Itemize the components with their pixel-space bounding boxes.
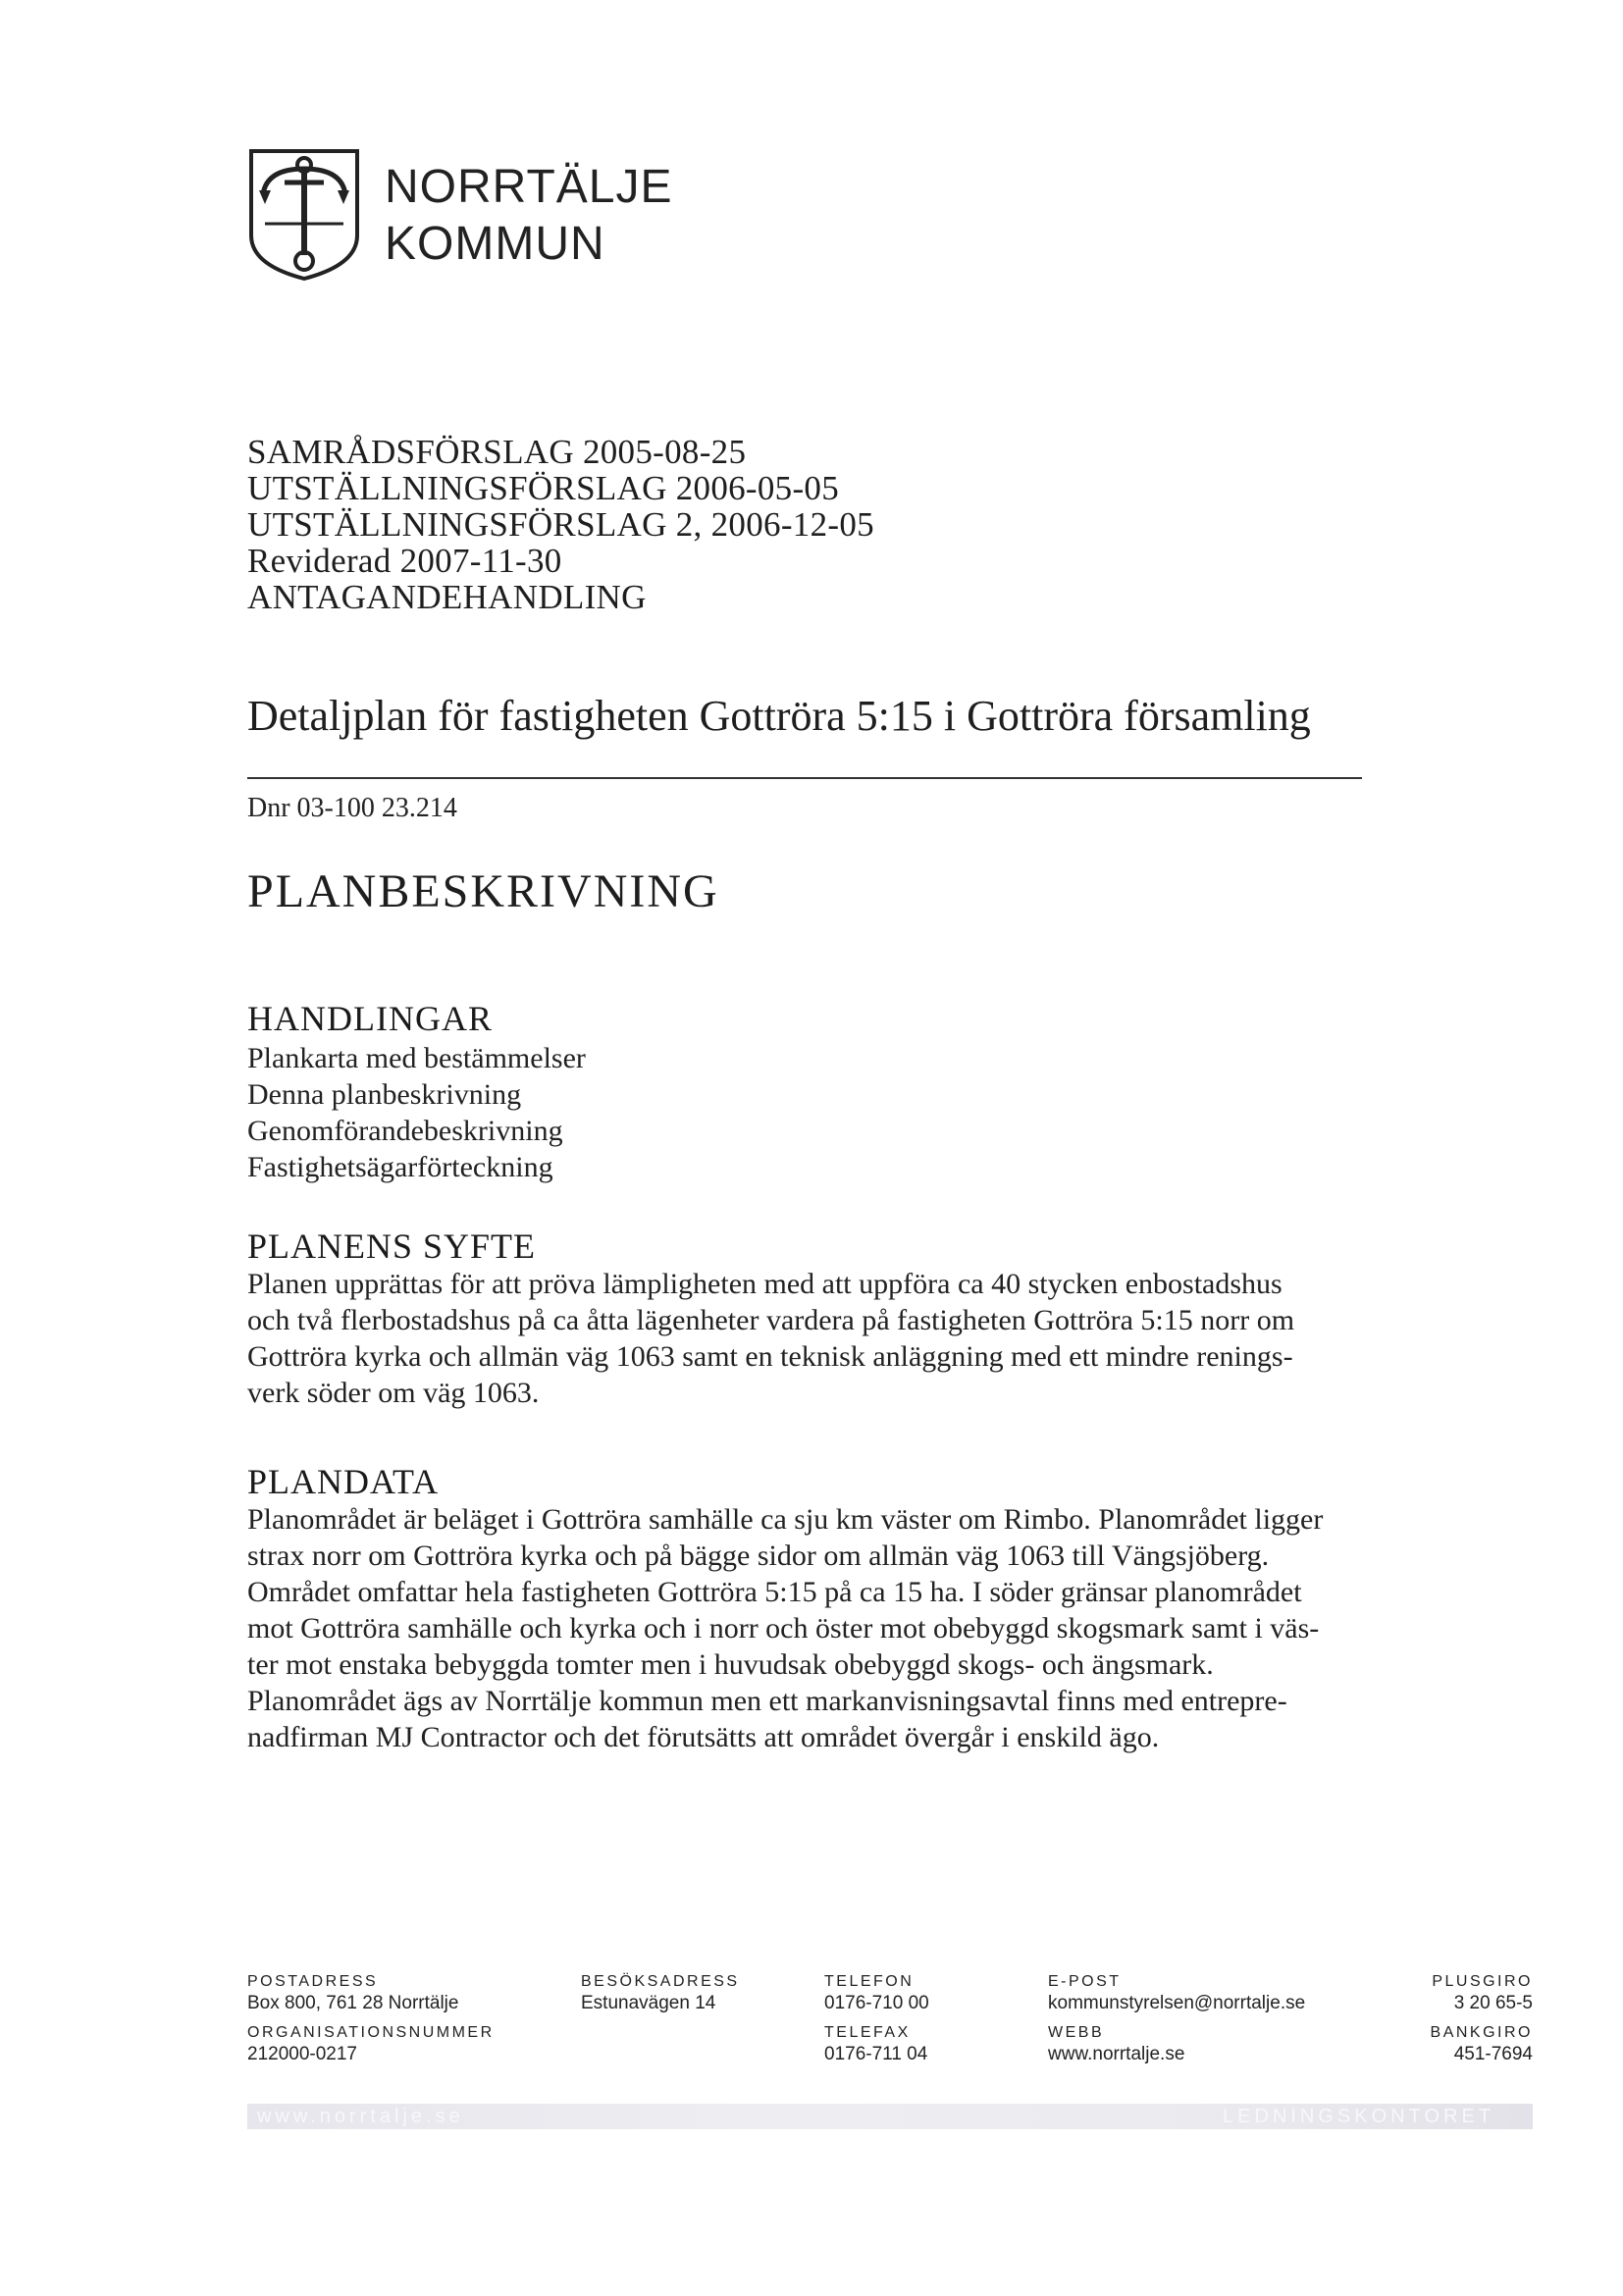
footer-label: E-POST <box>1048 1973 1122 1990</box>
paragraph-line: och två flerbostadshus på ca åtta lägenheter vardera på fastigheten Gottröra 5:15 norr om <box>247 1304 1295 1336</box>
section-planens-syfte <box>247 1226 1405 1411</box>
footer-label: PLUSGIRO <box>1432 1973 1533 1990</box>
paragraph-line: Området omfattar hela fastigheten Gottröra 5:15 på ca 15 ha. I söder gränsar planområdet <box>247 1576 1302 1608</box>
footer-label: POSTADRESS <box>247 1973 379 1990</box>
footer-label: TELEFAX <box>824 2024 911 2041</box>
footer-col-postadress <box>247 1972 495 2074</box>
paragraph-line: Planområdet är beläget i Gottröra samhälle ca sju km väster om Rimbo. Planområdet ligger <box>247 1503 1324 1536</box>
footer-label: BESÖKSADRESS <box>581 1973 740 1990</box>
footer-col-telefon <box>824 1972 929 2074</box>
section-paragraph <box>247 1266 1405 1411</box>
website-link[interactable]: www.norrtalje.se <box>1048 2044 1185 2064</box>
status-line-samrad: SAMRÅDSFÖRSLAG 2005-08-25 <box>247 433 747 471</box>
footer-value: 0176-710 00 <box>824 1993 929 2013</box>
footer-value: 3 20 65-5 <box>1453 1993 1533 2013</box>
footer-value: 0176-711 04 <box>824 2044 928 2064</box>
band-text-right: LEDNINGSKONTORET <box>1223 2106 1494 2127</box>
section-heading: PLANDATA <box>247 1462 440 1501</box>
list-item: Denna planbeskrivning <box>247 1078 522 1111</box>
section-list <box>247 1040 1405 1185</box>
footer-label: ORGANISATIONSNUMMER <box>247 2024 495 2041</box>
status-line-reviderad: Reviderad 2007-11-30 <box>247 542 562 580</box>
document-status-block <box>247 434 874 615</box>
paragraph-line: Planområdet ägs av Norrtälje kommun men ett markanvisningsavtal finns med entrepre- <box>247 1685 1287 1717</box>
paragraph-line: Planen upprättas för att pröva lämpligheten med att uppföra ca 40 stycken enbostadshus <box>247 1268 1283 1300</box>
paragraph-line: ter mot enstaka bebyggda tomter men i huvudsak obebyggd skogs- och ängsmark. <box>247 1648 1214 1681</box>
municipality-logo <box>245 145 716 283</box>
dnr-number: Dnr 03-100 23.214 <box>247 793 457 823</box>
paragraph-line: nadfirman MJ Contractor och det förutsätts att området övergår i enskild ägo. <box>247 1721 1160 1753</box>
list-item: Fastighetsägarförteckning <box>247 1151 553 1183</box>
footer-col-giro <box>1431 1972 1533 2074</box>
footer-value: 212000-0217 <box>247 2044 357 2064</box>
section-heading: PLANENS SYFTE <box>247 1226 537 1266</box>
email-link[interactable]: kommunstyrelsen@norrtalje.se <box>1048 1993 1306 2013</box>
footer-col-besoksadress <box>581 1972 740 2023</box>
footer-label: WEBB <box>1048 2024 1105 2041</box>
footer-label: BANKGIRO <box>1430 2024 1533 2041</box>
document-title: PLANBESKRIVNING <box>247 865 719 917</box>
org-line-2: KOMMUN <box>385 218 605 270</box>
footer-col-epost <box>1048 1972 1305 2074</box>
footer-value: Box 800, 761 28 Norrtälje <box>247 1993 459 2013</box>
footer-value: Estunavägen 14 <box>581 1993 716 2013</box>
footer-contact-info <box>247 1972 1533 2090</box>
section-plandata <box>247 1462 1405 1755</box>
anchor-crest-icon <box>245 145 363 283</box>
band-text-left: www.norrtalje.se <box>257 2106 464 2127</box>
section-heading: HANDLINGAR <box>247 999 493 1038</box>
status-line-utstallning-2: UTSTÄLLNINGSFÖRSLAG 2, 2006-12-05 <box>247 505 874 544</box>
list-item: Plankarta med bestämmelser <box>247 1042 586 1074</box>
footer-value: 451-7694 <box>1453 2044 1533 2064</box>
section-handlingar <box>247 999 1405 1185</box>
organization-name <box>385 159 673 273</box>
status-line-utstallning-1: UTSTÄLLNINGSFÖRSLAG 2006-05-05 <box>247 469 840 507</box>
section-paragraph <box>247 1501 1405 1755</box>
paragraph-line: strax norr om Gottröra kyrka och på bägge sidor om allmän väg 1063 till Vängsjöberg. <box>247 1539 1270 1572</box>
paragraph-line: Gottröra kyrka och allmän väg 1063 samt en teknisk anläggning med ett mindre renings- <box>247 1340 1293 1373</box>
org-line-1: NORRTÄLJE <box>385 161 673 213</box>
paragraph-line: verk söder om väg 1063. <box>247 1377 540 1409</box>
list-item: Genomförandebeskrivning <box>247 1115 563 1147</box>
footer-label: TELEFON <box>824 1973 915 1990</box>
title-divider <box>247 777 1362 779</box>
status-line-antagande: ANTAGANDEHANDLING <box>247 578 647 616</box>
paragraph-line: mot Gottröra samhälle och kyrka och i norr och öster mot obebyggd skogsmark samt i väs- <box>247 1612 1320 1644</box>
plan-title: Detaljplan för fastigheten Gottröra 5:15 i Gottröra församling <box>247 692 1311 740</box>
